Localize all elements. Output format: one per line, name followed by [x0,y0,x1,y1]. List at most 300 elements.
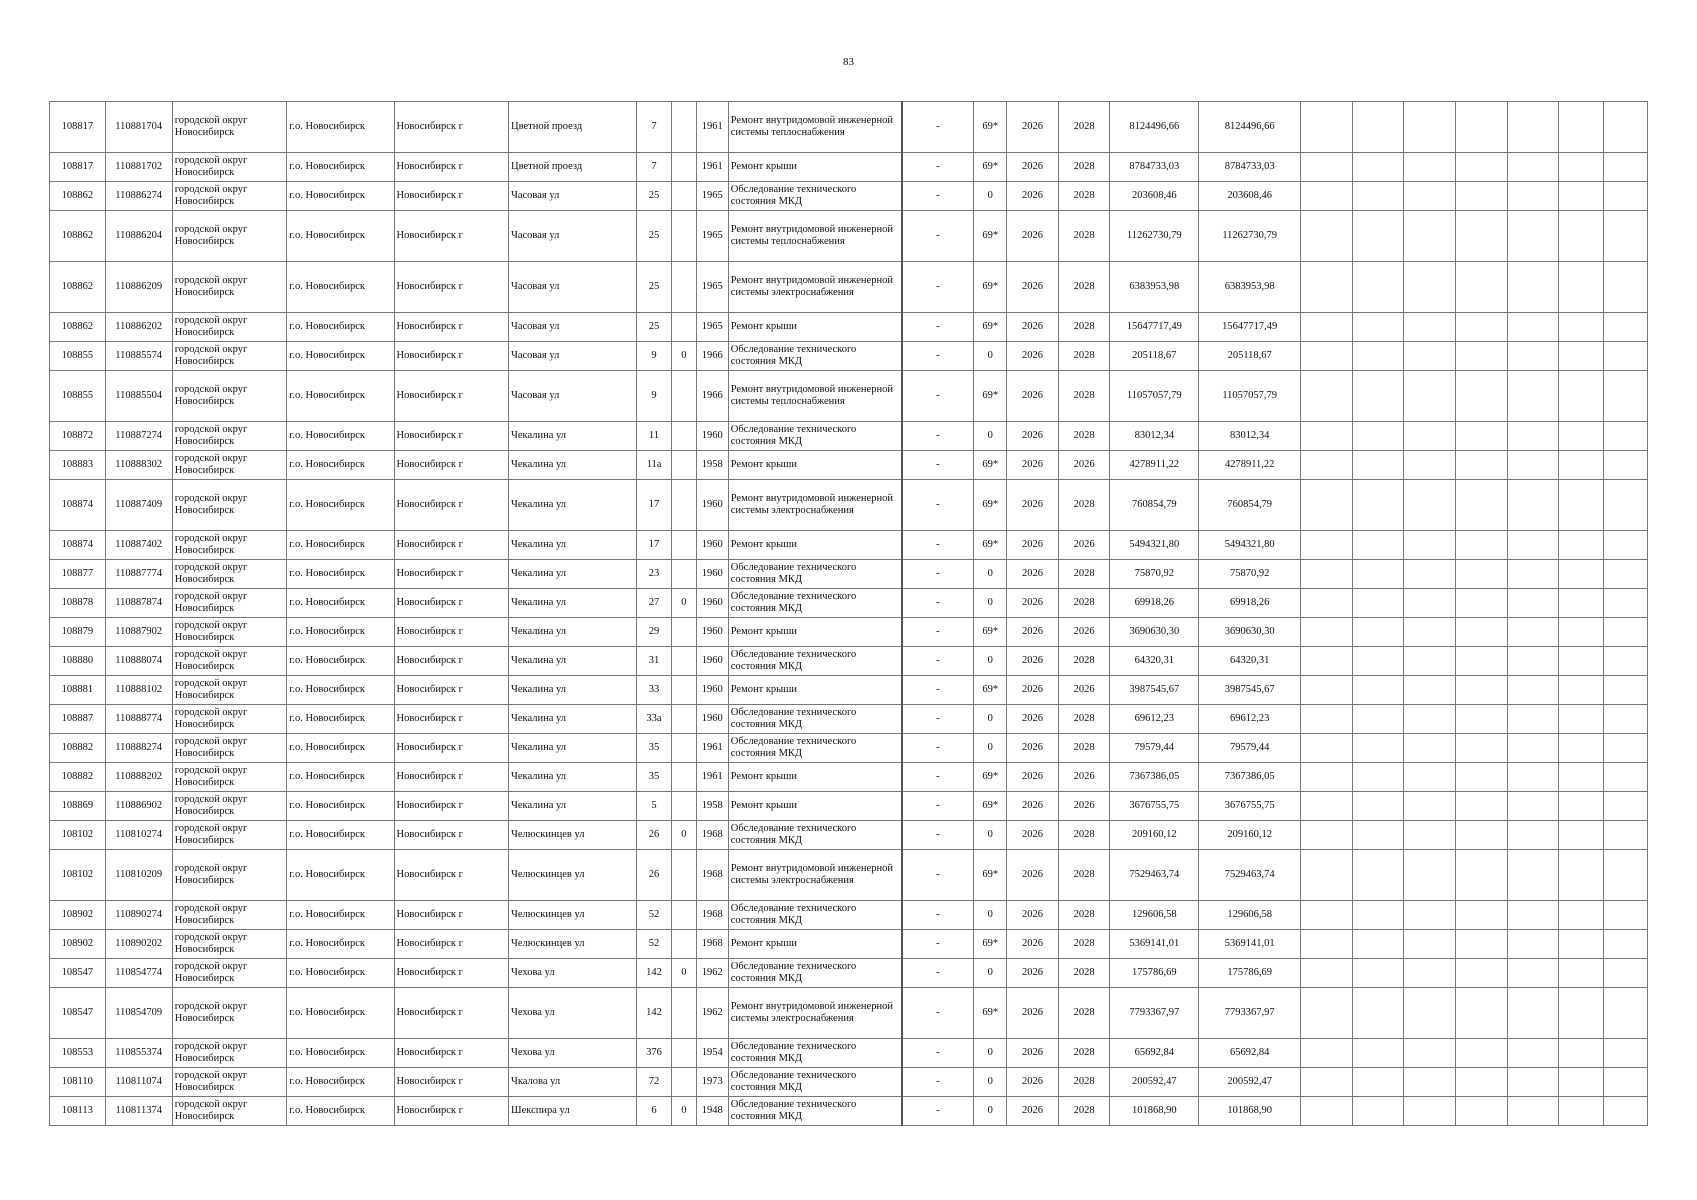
cell-street: Чкалова ул [509,1068,637,1097]
cell-empty [1507,959,1559,988]
cell-empty [1559,262,1603,313]
cell-work: Ремонт крыши [728,930,901,959]
cell-empty [1559,589,1603,618]
cell-empty [1455,262,1507,313]
cell-empty [1559,211,1603,262]
cell-house: 9 [636,342,671,371]
cell-year: 1973 [696,1068,728,1097]
cell-mun: городской округ Новосибирск [172,901,287,930]
cell-empty [1352,451,1404,480]
cell-pct: 0 [974,705,1007,734]
cell-work: Ремонт крыши [728,153,901,182]
cell-code: 110887274 [105,422,172,451]
cell-empty [1507,153,1559,182]
cell-pct: 0 [974,589,1007,618]
cell-work: Ремонт крыши [728,792,901,821]
cell-sum2: 209160,12 [1199,821,1301,850]
cell-id: 108883 [50,451,106,480]
cell-sum2: 3676755,75 [1199,792,1301,821]
cell-empty [1507,313,1559,342]
page-number: 83 [843,56,854,68]
cell-empty [1404,531,1456,560]
cell-empty [1559,451,1603,480]
cell-empty [1455,102,1507,153]
cell-empty [1507,734,1559,763]
cell-mun: городской округ Новосибирск [172,153,287,182]
cell-empty [1404,792,1456,821]
cell-sum2: 200592,47 [1199,1068,1301,1097]
cell-y2: 2028 [1058,480,1110,531]
cell-year: 1960 [696,560,728,589]
cell-corp [672,734,697,763]
cell-city: Новосибирск г [394,422,509,451]
cell-pct: 69* [974,763,1007,792]
cell-code: 110888102 [105,676,172,705]
cell-y1: 2026 [1007,531,1059,560]
cell-code: 110888202 [105,763,172,792]
cell-year: 1958 [696,792,728,821]
cell-id: 108902 [50,901,106,930]
cell-street: Чехова ул [509,988,637,1039]
cell-empty [1455,821,1507,850]
cell-go: г.о. Новосибирск [287,988,394,1039]
cell-sum1: 8124496,66 [1110,102,1199,153]
table-row [50,589,1648,618]
cell-empty [1301,262,1353,313]
table-row [50,560,1648,589]
cell-empty [1559,821,1603,850]
cell-city: Новосибирск г [394,959,509,988]
cell-empty [1559,850,1603,901]
cell-empty [1603,560,1648,589]
cell-y1: 2026 [1007,647,1059,676]
cell-id: 108881 [50,676,106,705]
cell-corp [672,930,697,959]
cell-go: г.о. Новосибирск [287,560,394,589]
cell-empty [1301,313,1353,342]
cell-id: 108102 [50,821,106,850]
cell-empty [1559,647,1603,676]
cell-y1: 2026 [1007,792,1059,821]
table-row [50,734,1648,763]
cell-year: 1961 [696,734,728,763]
cell-year: 1965 [696,313,728,342]
cell-empty [1301,451,1353,480]
cell-id: 108879 [50,618,106,647]
cell-sum1: 175786,69 [1110,959,1199,988]
cell-dash: - [902,930,974,959]
cell-empty [1603,734,1648,763]
cell-y2: 2028 [1058,930,1110,959]
cell-year: 1968 [696,930,728,959]
cell-street: Чекалина ул [509,792,637,821]
cell-sum1: 15647717,49 [1110,313,1199,342]
cell-work: Обследование технического состояния МКД [728,901,901,930]
cell-pct: 0 [974,1097,1007,1126]
cell-empty [1352,763,1404,792]
cell-empty [1507,1097,1559,1126]
cell-empty [1559,792,1603,821]
cell-street: Часовая ул [509,371,637,422]
cell-empty [1301,930,1353,959]
cell-y1: 2026 [1007,705,1059,734]
cell-empty [1507,901,1559,930]
cell-empty [1301,480,1353,531]
cell-year: 1960 [696,647,728,676]
table-row [50,792,1648,821]
cell-empty [1603,262,1648,313]
cell-empty [1352,647,1404,676]
cell-sum2: 5494321,80 [1199,531,1301,560]
cell-pct: 69* [974,451,1007,480]
cell-house: 25 [636,262,671,313]
cell-empty [1559,342,1603,371]
cell-y1: 2026 [1007,850,1059,901]
cell-empty [1301,102,1353,153]
cell-y2: 2028 [1058,1039,1110,1068]
cell-empty [1404,342,1456,371]
cell-city: Новосибирск г [394,988,509,1039]
cell-empty [1404,422,1456,451]
cell-empty [1352,342,1404,371]
cell-empty [1352,153,1404,182]
cell-y1: 2026 [1007,1039,1059,1068]
cell-empty [1559,901,1603,930]
cell-city: Новосибирск г [394,531,509,560]
cell-id: 108113 [50,1097,106,1126]
cell-pct: 0 [974,1068,1007,1097]
cell-empty [1559,480,1603,531]
cell-dash: - [902,1039,974,1068]
cell-empty [1455,647,1507,676]
cell-dash: - [902,1097,974,1126]
cell-empty [1455,676,1507,705]
cell-sum1: 205118,67 [1110,342,1199,371]
cell-pct: 69* [974,480,1007,531]
cell-mun: городской округ Новосибирск [172,182,287,211]
table-row [50,480,1648,531]
table-row [50,1097,1648,1126]
cell-dash: - [902,262,974,313]
cell-y2: 2028 [1058,959,1110,988]
cell-sum2: 101868,90 [1199,1097,1301,1126]
cell-city: Новосибирск г [394,560,509,589]
cell-empty [1507,531,1559,560]
cell-house: 72 [636,1068,671,1097]
cell-street: Челюскинцев ул [509,901,637,930]
cell-street: Часовая ул [509,313,637,342]
cell-y2: 2028 [1058,901,1110,930]
cell-empty [1455,988,1507,1039]
cell-id: 108862 [50,262,106,313]
cell-dash: - [902,1068,974,1097]
cell-house: 35 [636,734,671,763]
cell-empty [1507,371,1559,422]
cell-code: 110890274 [105,901,172,930]
cell-dash: - [902,705,974,734]
cell-sum2: 3987545,67 [1199,676,1301,705]
cell-year: 1966 [696,342,728,371]
cell-empty [1603,371,1648,422]
cell-sum2: 4278911,22 [1199,451,1301,480]
cell-go: г.о. Новосибирск [287,313,394,342]
cell-sum2: 69612,23 [1199,705,1301,734]
cell-empty [1352,901,1404,930]
cell-go: г.о. Новосибирск [287,1039,394,1068]
cell-empty [1404,480,1456,531]
cell-code: 110811374 [105,1097,172,1126]
cell-go: г.о. Новосибирск [287,792,394,821]
cell-code: 110854709 [105,988,172,1039]
cell-y1: 2026 [1007,451,1059,480]
cell-id: 108547 [50,959,106,988]
cell-empty [1507,850,1559,901]
cell-year: 1965 [696,182,728,211]
cell-empty [1559,1097,1603,1126]
cell-y2: 2028 [1058,705,1110,734]
cell-y1: 2026 [1007,182,1059,211]
cell-y1: 2026 [1007,153,1059,182]
cell-street: Чекалина ул [509,676,637,705]
cell-empty [1559,930,1603,959]
cell-sum2: 69918,26 [1199,589,1301,618]
cell-empty [1404,153,1456,182]
cell-sum2: 203608,46 [1199,182,1301,211]
cell-go: г.о. Новосибирск [287,589,394,618]
cell-empty [1455,763,1507,792]
cell-y2: 2028 [1058,988,1110,1039]
cell-dash: - [902,451,974,480]
cell-city: Новосибирск г [394,102,509,153]
cell-empty [1352,959,1404,988]
cell-dash: - [902,589,974,618]
cell-dash: - [902,821,974,850]
cell-city: Новосибирск г [394,734,509,763]
table-row [50,422,1648,451]
cell-sum1: 69612,23 [1110,705,1199,734]
cell-empty [1352,988,1404,1039]
cell-work: Ремонт внутридомовой инженерной системы теплоснабжения [728,102,901,153]
table-body [50,102,1648,1126]
cell-go: г.о. Новосибирск [287,930,394,959]
cell-code: 110881704 [105,102,172,153]
cell-sum2: 65692,84 [1199,1039,1301,1068]
cell-sum1: 5494321,80 [1110,531,1199,560]
cell-corp [672,371,697,422]
cell-empty [1507,1039,1559,1068]
cell-empty [1455,1068,1507,1097]
cell-corp: 0 [672,1097,697,1126]
cell-street: Цветной проезд [509,102,637,153]
cell-y2: 2026 [1058,792,1110,821]
cell-empty [1404,589,1456,618]
cell-mun: городской округ Новосибирск [172,734,287,763]
cell-work: Обследование технического состояния МКД [728,1097,901,1126]
cell-house: 52 [636,901,671,930]
cell-street: Чекалина ул [509,480,637,531]
cell-street: Челюскинцев ул [509,930,637,959]
cell-mun: городской округ Новосибирск [172,102,287,153]
cell-empty [1559,618,1603,647]
cell-y2: 2028 [1058,262,1110,313]
cell-empty [1507,182,1559,211]
cell-sum2: 5369141,01 [1199,930,1301,959]
cell-empty [1455,313,1507,342]
cell-city: Новосибирск г [394,705,509,734]
cell-code: 110888074 [105,647,172,676]
cell-sum1: 7367386,05 [1110,763,1199,792]
cell-empty [1603,422,1648,451]
cell-street: Чекалина ул [509,763,637,792]
cell-empty [1507,211,1559,262]
cell-go: г.о. Новосибирск [287,763,394,792]
cell-pct: 69* [974,930,1007,959]
cell-empty [1301,705,1353,734]
cell-go: г.о. Новосибирск [287,1068,394,1097]
cell-empty [1301,1068,1353,1097]
cell-empty [1455,342,1507,371]
table-row [50,763,1648,792]
cell-year: 1966 [696,371,728,422]
cell-empty [1455,930,1507,959]
cell-mun: городской округ Новосибирск [172,618,287,647]
cell-pct: 0 [974,342,1007,371]
cell-corp [672,102,697,153]
cell-work: Обследование технического состояния МКД [728,342,901,371]
cell-dash: - [902,560,974,589]
cell-go: г.о. Новосибирск [287,182,394,211]
cell-empty [1559,705,1603,734]
cell-y1: 2026 [1007,589,1059,618]
cell-empty [1603,531,1648,560]
cell-city: Новосибирск г [394,182,509,211]
cell-id: 108872 [50,422,106,451]
cell-sum1: 129606,58 [1110,901,1199,930]
cell-id: 108878 [50,589,106,618]
cell-empty [1559,988,1603,1039]
cell-city: Новосибирск г [394,850,509,901]
cell-year: 1965 [696,262,728,313]
cell-empty [1301,618,1353,647]
cell-y1: 2026 [1007,930,1059,959]
cell-mun: городской округ Новосибирск [172,371,287,422]
cell-empty [1455,589,1507,618]
cell-empty [1507,342,1559,371]
cell-year: 1960 [696,676,728,705]
cell-work: Ремонт внутридомовой инженерной системы электроснабжения [728,480,901,531]
cell-city: Новосибирск г [394,589,509,618]
cell-street: Часовая ул [509,262,637,313]
cell-empty [1404,1068,1456,1097]
cell-dash: - [902,531,974,560]
cell-city: Новосибирск г [394,901,509,930]
cell-year: 1968 [696,850,728,901]
cell-mun: городской округ Новосибирск [172,313,287,342]
cell-empty [1301,792,1353,821]
cell-city: Новосибирск г [394,647,509,676]
cell-house: 7 [636,102,671,153]
cell-work: Ремонт внутридомовой инженерной системы электроснабжения [728,850,901,901]
table-row [50,1039,1648,1068]
cell-y1: 2026 [1007,371,1059,422]
cell-year: 1968 [696,901,728,930]
cell-id: 108882 [50,763,106,792]
cell-empty [1352,560,1404,589]
cell-code: 110887409 [105,480,172,531]
cell-pct: 69* [974,313,1007,342]
cell-corp [672,901,697,930]
cell-street: Челюскинцев ул [509,821,637,850]
cell-sum2: 205118,67 [1199,342,1301,371]
cell-empty [1603,1068,1648,1097]
cell-sum1: 8784733,03 [1110,153,1199,182]
cell-sum1: 3676755,75 [1110,792,1199,821]
cell-street: Чекалина ул [509,422,637,451]
cell-y1: 2026 [1007,821,1059,850]
cell-y1: 2026 [1007,1097,1059,1126]
cell-sum1: 64320,31 [1110,647,1199,676]
cell-pct: 69* [974,153,1007,182]
cell-go: г.о. Новосибирск [287,618,394,647]
cell-year: 1961 [696,153,728,182]
cell-empty [1404,763,1456,792]
cell-y1: 2026 [1007,676,1059,705]
cell-empty [1603,153,1648,182]
cell-y2: 2026 [1058,531,1110,560]
cell-empty [1352,531,1404,560]
table-row [50,1068,1648,1097]
cell-code: 110887902 [105,618,172,647]
cell-id: 108110 [50,1068,106,1097]
cell-pct: 69* [974,211,1007,262]
cell-id: 108862 [50,313,106,342]
cell-house: 11а [636,451,671,480]
cell-house: 9 [636,371,671,422]
cell-y2: 2026 [1058,618,1110,647]
table-row [50,901,1648,930]
cell-city: Новосибирск г [394,153,509,182]
table-row [50,850,1648,901]
cell-empty [1455,901,1507,930]
cell-year: 1958 [696,451,728,480]
cell-empty [1603,313,1648,342]
cell-dash: - [902,901,974,930]
cell-empty [1404,850,1456,901]
table-row [50,153,1648,182]
cell-city: Новосибирск г [394,371,509,422]
cell-go: г.о. Новосибирск [287,451,394,480]
cell-empty [1301,988,1353,1039]
cell-empty [1352,618,1404,647]
cell-work: Ремонт крыши [728,618,901,647]
cell-code: 110886202 [105,313,172,342]
cell-sum2: 129606,58 [1199,901,1301,930]
cell-dash: - [902,618,974,647]
cell-y1: 2026 [1007,959,1059,988]
cell-y2: 2028 [1058,589,1110,618]
cell-city: Новосибирск г [394,262,509,313]
cell-y1: 2026 [1007,988,1059,1039]
cell-year: 1961 [696,763,728,792]
cell-y2: 2028 [1058,211,1110,262]
cell-empty [1603,589,1648,618]
cell-sum2: 11057057,79 [1199,371,1301,422]
cell-empty [1559,676,1603,705]
cell-corp [672,705,697,734]
cell-mun: городской округ Новосибирск [172,821,287,850]
cell-empty [1559,102,1603,153]
cell-code: 110887874 [105,589,172,618]
